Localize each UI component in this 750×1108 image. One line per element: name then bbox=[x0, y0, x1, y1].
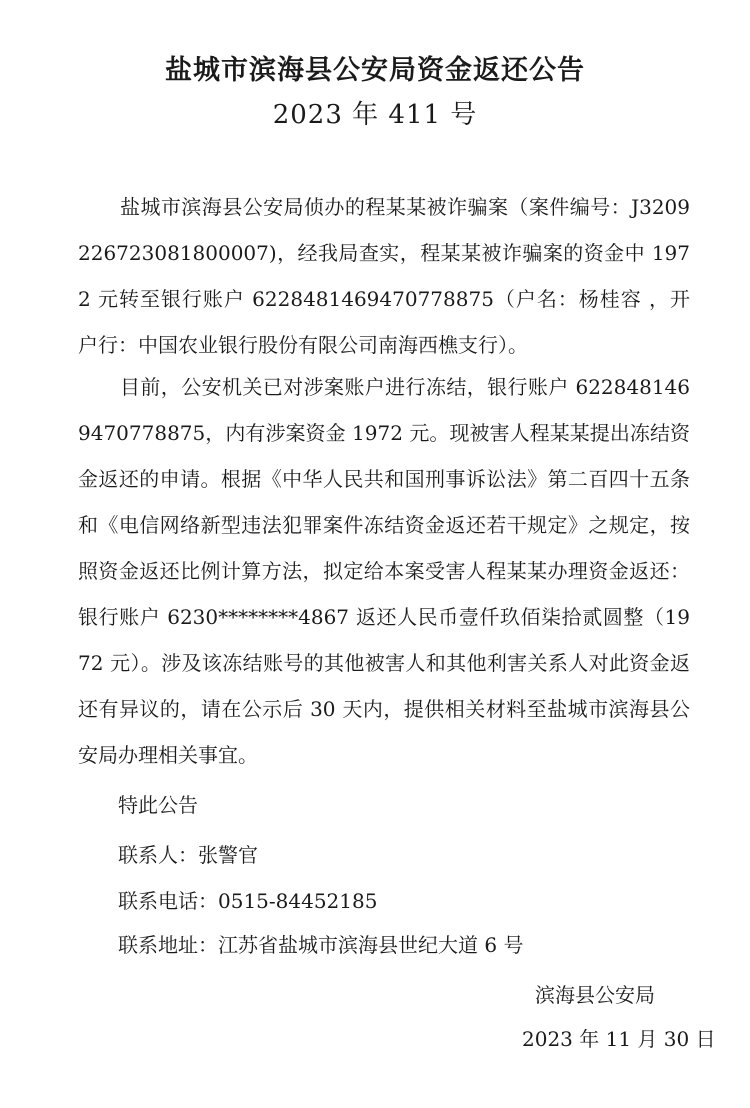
closing-statement: 特此公告 bbox=[118, 793, 198, 817]
issue-date: 2023 年 11 月 30 日 bbox=[522, 1027, 716, 1051]
contact-phone: 联系电话：0515-84452185 bbox=[118, 889, 378, 913]
notice-title: 盐城市滨海县公安局资金返还公告 bbox=[165, 55, 585, 86]
contact-person: 联系人：张警官 bbox=[118, 843, 258, 867]
body-paragraph-case-details: 盐城市滨海县公安局侦办的程某某被诈骗案（案件编号：J3209226723081800007)，经我局查实，程某某被诈骗案的资金中 1972 元转至银行账户 6228481469470778875（户名：杨桂容 ，开户行：中国农业银行股份有限公司南海西樵支行）。 bbox=[78, 195, 690, 357]
notice-number: 2023 年 411 号 bbox=[272, 100, 478, 130]
body-paragraph-refund-decision: 目前，公安机关已对涉案账户进行冻结，银行账户 6228481469470778875，内有涉案资金 1972 元。现被害人程某某提出冻结资金返还的申请。根据《中华人民共和国刑事诉讼法》第二百四十五条和《电信网络新型违法犯罪案件冻结资金返还若干规定》之规定，按照资金返还比例计算方法，拟定给本案受害人程某某办理资金返还：银行账户 6230********4867 返还人民币壹仟玖佰柒拾贰圆整（1972 元）。涉及该冻结账号的其他被害人和其他利害关系人对此资金返还有异议的，请在公示后 30 天内，提供相关材料至盐城市滨海县公安局办理相关事宜。 bbox=[78, 375, 690, 767]
contact-address: 联系地址：江苏省盐城市滨海县世纪大道 6 号 bbox=[118, 933, 524, 957]
issuing-authority: 滨海县公安局 bbox=[535, 983, 655, 1007]
